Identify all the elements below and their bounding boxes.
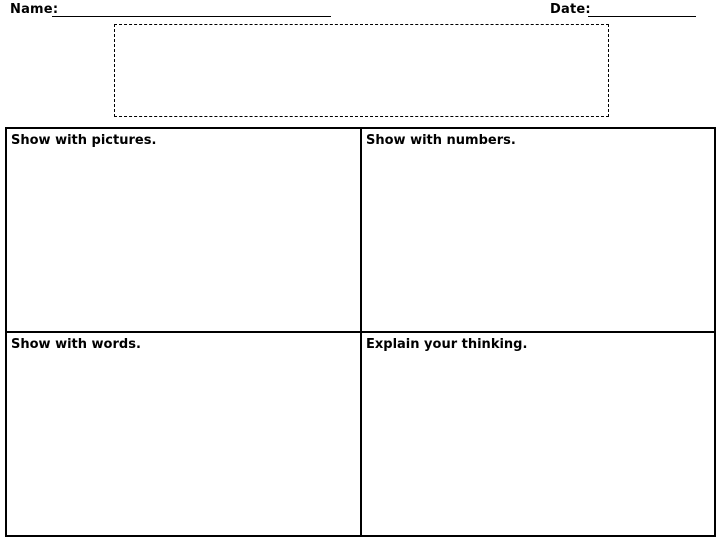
pictures-section[interactable] [7, 129, 362, 333]
date-line[interactable] [588, 16, 696, 17]
numbers-section[interactable] [362, 129, 714, 333]
words-title: Show with words. [11, 337, 141, 352]
name-line[interactable] [52, 16, 331, 17]
thinking-title: Explain your thinking. [366, 337, 528, 352]
problem-box[interactable] [114, 24, 609, 117]
date-label: Date: [550, 2, 591, 17]
words-section[interactable] [7, 333, 362, 535]
response-grid [5, 127, 716, 537]
numbers-title: Show with numbers. [366, 133, 516, 148]
name-label: Name: [10, 2, 59, 17]
pictures-title: Show with pictures. [11, 133, 157, 148]
thinking-section[interactable] [362, 333, 714, 535]
